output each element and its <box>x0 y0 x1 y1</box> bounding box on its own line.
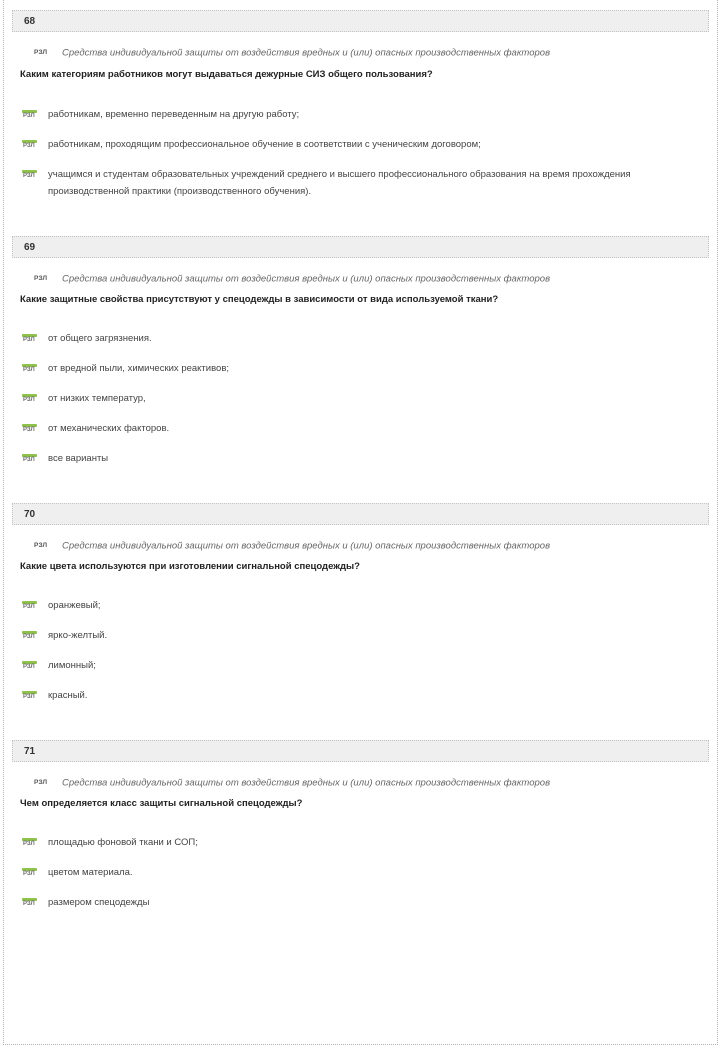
answer-text: от вредной пыли, химических реактивов; <box>48 363 230 374</box>
question-header <box>12 10 709 32</box>
question-block-71 <box>12 740 709 908</box>
answer-option[interactable] <box>22 687 692 704</box>
question-number: 69 <box>24 242 36 253</box>
answer-text: от низких температур, <box>48 393 146 404</box>
question-number: 71 <box>24 746 36 757</box>
rzl-icon: РЗЛ <box>34 49 48 57</box>
answer-list <box>22 106 692 200</box>
answer-list <box>22 597 692 704</box>
answer-option[interactable] <box>22 450 692 467</box>
question-category <box>34 774 550 792</box>
answer-text: от механических факторов. <box>48 423 170 434</box>
category-text: Средства индивидуальной защиты от воздействия вредных и (или) опасных производственных факторов <box>62 540 551 552</box>
answer-option[interactable] <box>22 360 692 377</box>
answer-marker-icon: РЗЛ <box>22 453 38 465</box>
question-number: 68 <box>24 16 36 27</box>
answer-marker-icon: РЗЛ <box>22 690 38 702</box>
question-category <box>34 537 550 555</box>
question-header <box>12 236 709 258</box>
answer-marker-icon: РЗЛ <box>22 660 38 672</box>
answer-option[interactable] <box>22 657 692 674</box>
answer-text: от общего загрязнения. <box>48 333 152 344</box>
answer-option[interactable] <box>22 627 692 644</box>
answer-option[interactable] <box>22 894 692 911</box>
answer-option[interactable] <box>22 834 692 851</box>
answer-marker-icon: РЗЛ <box>22 169 38 181</box>
answer-marker-icon: РЗЛ <box>22 630 38 642</box>
answer-text: красный. <box>48 690 88 701</box>
category-text: Средства индивидуальной защиты от воздействия вредных и (или) опасных производственных факторов <box>62 777 551 789</box>
answer-marker-icon: РЗЛ <box>22 393 38 405</box>
answer-marker-icon: РЗЛ <box>22 139 38 151</box>
question-header <box>12 740 709 762</box>
answer-option[interactable] <box>22 390 692 407</box>
answer-marker-icon: РЗЛ <box>22 837 38 849</box>
question-category <box>34 44 550 62</box>
question-header <box>12 503 709 525</box>
question-block-70 <box>12 503 709 701</box>
answer-text: работникам, проходящим профессиональное обучение в соответствии с ученическим договором; <box>48 139 481 150</box>
answer-option[interactable] <box>22 420 692 437</box>
answer-text: все варианты <box>48 453 109 464</box>
answer-text: учащимся и студентам образовательных учреждений среднего и высшего профессионального образования на время прохождения производственной практики (производственного обучения). <box>48 169 631 197</box>
answer-option[interactable] <box>22 330 692 347</box>
answer-text: ярко-желтый. <box>48 630 108 641</box>
question-text: Каким категориям работников могут выдаваться дежурные СИЗ общего пользования? <box>20 69 433 80</box>
answer-option[interactable] <box>22 166 692 200</box>
answer-option[interactable] <box>22 864 692 881</box>
answer-list <box>22 330 692 467</box>
question-text: Какие защитные свойства присутствуют у спецодежды в зависимости от вида используемой ткани? <box>20 294 499 305</box>
answer-text: размером спецодежды <box>48 897 150 908</box>
answer-text: цветом материала. <box>48 867 133 878</box>
question-text: Какие цвета используются при изготовлении сигнальной спецодежды? <box>20 561 360 572</box>
question-text: Чем определяется класс защиты сигнальной спецодежды? <box>20 798 303 809</box>
rzl-icon: РЗЛ <box>34 542 48 550</box>
question-block-68 <box>12 10 709 197</box>
quiz-page <box>3 0 718 1045</box>
category-text: Средства индивидуальной защиты от воздействия вредных и (или) опасных производственных факторов <box>62 273 551 285</box>
answer-text: лимонный; <box>48 660 96 671</box>
question-block-69 <box>12 236 709 464</box>
answer-marker-icon: РЗЛ <box>22 867 38 879</box>
category-text: Средства индивидуальной защиты от воздействия вредных и (или) опасных производственных факторов <box>62 47 551 59</box>
answer-text: площадью фоновой ткани и СОП; <box>48 837 198 848</box>
answer-option[interactable] <box>22 597 692 614</box>
answer-marker-icon: РЗЛ <box>22 333 38 345</box>
answer-marker-icon: РЗЛ <box>22 600 38 612</box>
question-number: 70 <box>24 509 36 520</box>
answer-list <box>22 834 692 911</box>
answer-marker-icon: РЗЛ <box>22 109 38 121</box>
rzl-icon: РЗЛ <box>34 275 48 283</box>
answer-option[interactable] <box>22 106 692 123</box>
answer-text: работникам, временно переведенным на другую работу; <box>48 109 300 120</box>
rzl-icon: РЗЛ <box>34 779 48 787</box>
question-category <box>34 270 550 288</box>
answer-option[interactable] <box>22 136 692 153</box>
answer-marker-icon: РЗЛ <box>22 423 38 435</box>
answer-marker-icon: РЗЛ <box>22 897 38 909</box>
answer-marker-icon: РЗЛ <box>22 363 38 375</box>
answer-text: оранжевый; <box>48 600 101 611</box>
